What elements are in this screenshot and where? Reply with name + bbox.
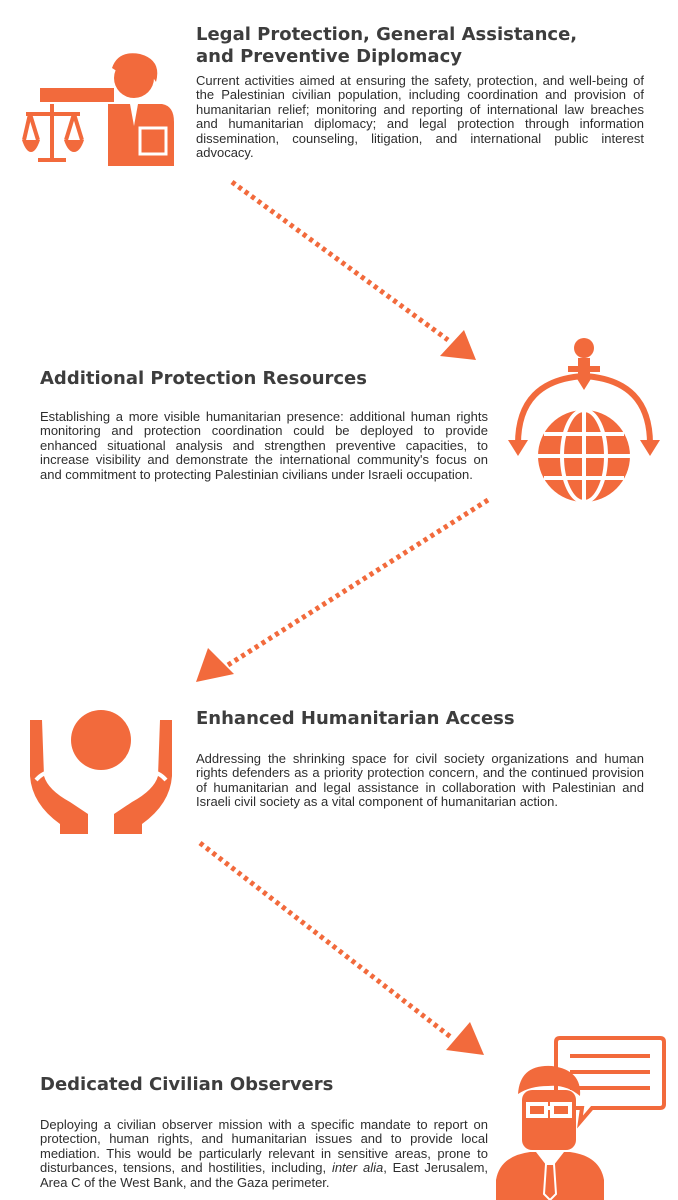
section-3-body: Addressing the shrinking space for civil society organizations and human rights defenders as a priority protection concern, and the continued provision of humanitarian and legal assistance in collaboration with Palestinian and Israeli civil society as a vital component of humanitarian action. — [196, 751, 644, 810]
arrow-head-1 — [440, 330, 476, 360]
section-4-title: Dedicated Civilian Observers — [40, 1074, 334, 1095]
hands-support-icon — [26, 706, 176, 836]
section-2-body: Establishing a more visible humanitarian presence: additional human rights monitoring and protection coordination could be deployed to provide enhanced situational analysis and strengthen preventive capacities, to increase visibility and demonstrate the international community's focus on and commitment to protecting Palestinian civilians under Israeli occupation. — [40, 409, 488, 482]
section-4-body: Deploying a civilian observer mission with a specific mandate to report on protection, human rights, and humanitarian issues and to provide local mediation. This would be particularly relevant in sensitive areas, prone to disturbances, tensions, and hostilities, including, inter alia, East Jerusalem, Area C of the West Bank, and the Gaza perimeter. — [40, 1117, 489, 1190]
section-1-body: Current activities aimed at ensuring the safety, protection, and well-being of the Palestinian civilian population, including coordination and provision of humanitarian relief; monitoring and reporting of international law breaches and humanitarian diplomacy; and legal protection through information dissemination, counseling, litigation, and international public interest advocacy. — [196, 73, 644, 161]
section-3-title: Enhanced Humanitarian Access — [196, 708, 515, 729]
justice-advocate-icon — [22, 48, 182, 168]
globe-distribution-icon — [504, 336, 664, 506]
observer-speech-icon — [496, 1034, 668, 1200]
section-2-title: Additional Protection Resources — [40, 368, 367, 389]
section-1-title-line1: Legal Protection, General Assistance, — [196, 24, 578, 45]
arrow-head-3 — [446, 1022, 484, 1055]
section-1-title-line2: and Preventive Diplomacy — [196, 46, 462, 67]
